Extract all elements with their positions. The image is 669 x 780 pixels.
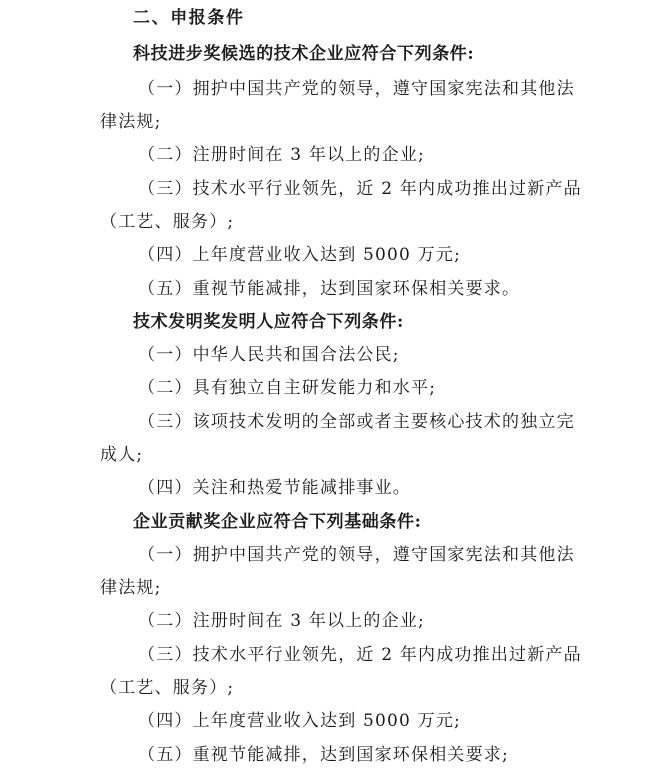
condition-line-continuation: （工艺、服务）; [100, 678, 235, 698]
condition-line-continuation: 成人; [100, 445, 144, 465]
condition-line: （四）上年度营业收入达到 5000 万元; [138, 245, 461, 265]
condition-line: （一）拥护中国共产党的领导，遵守国家宪法和其他法 [138, 79, 575, 99]
condition-line: （一）中华人民共和国合法公民; [138, 345, 400, 365]
group-heading-tech-invention: 技术发明奖发明人应符合下列条件: [133, 312, 404, 332]
condition-line: （三）技术水平行业领先，近 2 年内成功推出过新产品 [138, 179, 582, 199]
condition-line: （二）注册时间在 3 年以上的企业; [138, 145, 425, 165]
condition-line: （一）拥护中国共产党的领导，遵守国家宪法和其他法 [138, 545, 575, 565]
group-heading-tech-progress: 科技进步奖候选的技术企业应符合下列条件: [133, 44, 475, 64]
condition-line: （四）关注和热爱节能减排事业。 [138, 478, 411, 498]
condition-line: （五）重视节能减排，达到国家环保相关要求。 [138, 279, 521, 299]
condition-line-continuation: （工艺、服务）; [100, 212, 235, 232]
condition-line: （五）重视节能减排，达到国家环保相关要求; [138, 745, 509, 765]
condition-line: （三）技术水平行业领先，近 2 年内成功推出过新产品 [138, 645, 582, 665]
condition-line: （三）该项技术发明的全部或者主要核心技术的独立完 [138, 412, 575, 432]
condition-line-continuation: 律法规; [100, 578, 162, 598]
condition-line: （二）注册时间在 3 年以上的企业; [138, 611, 425, 631]
section-title: 二、申报条件 [133, 8, 245, 28]
condition-line-continuation: 律法规; [100, 112, 162, 132]
condition-line: （四）上年度营业收入达到 5000 万元; [138, 711, 461, 731]
group-heading-enterprise-contribution: 企业贡献奖企业应符合下列基础条件: [133, 512, 422, 532]
condition-line: （二）具有独立自主研发能力和水平; [138, 378, 437, 398]
